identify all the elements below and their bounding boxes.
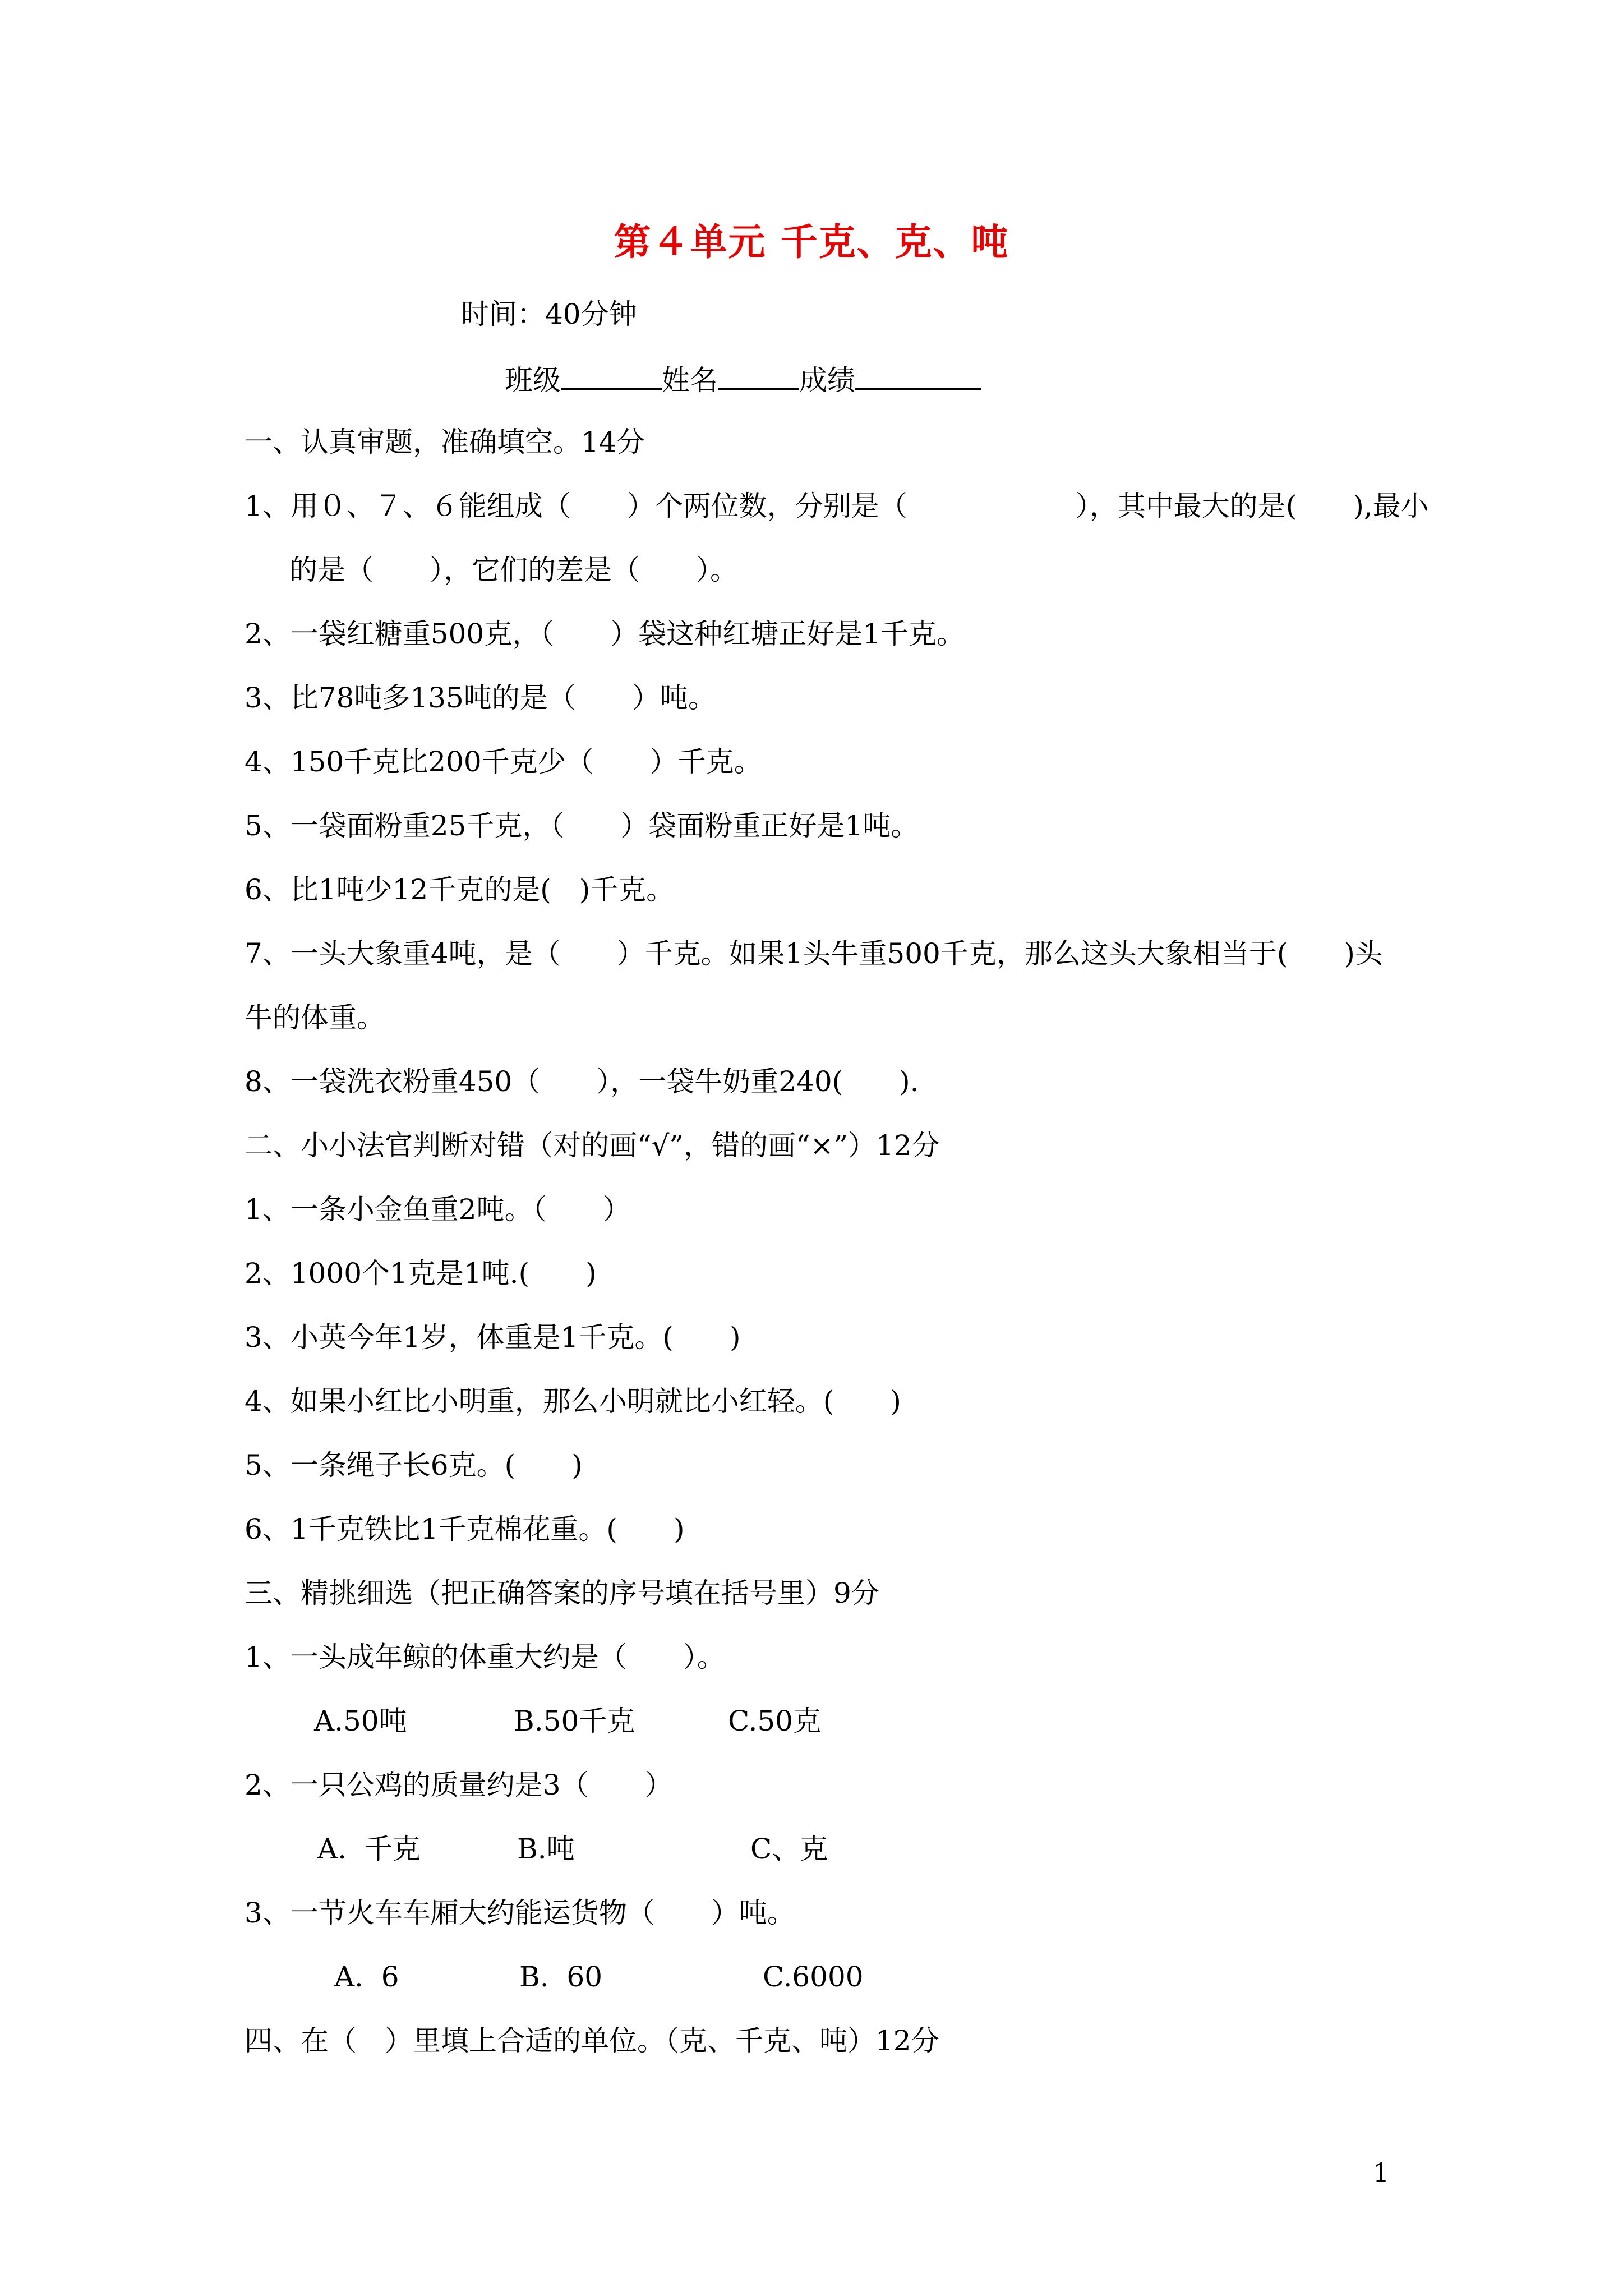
name-blank bbox=[718, 361, 799, 390]
s2-question-2: 2、1000个1克是1吨.( ) bbox=[245, 1257, 597, 1290]
section3-heading: 三、精挑细选（把正确答案的序号填在括号里）9分 bbox=[245, 1577, 879, 1609]
s1-question-1: 1、用０、７、６能组成（ ）个两位数，分别是（ ），其中最大的是( ),最小 bbox=[245, 490, 1429, 522]
s1-question-3: 3、比78吨多135吨的是（ ）吨。 bbox=[245, 682, 716, 714]
score-label: 成绩 bbox=[799, 364, 855, 397]
s3-question-1: 1、一头成年鲸的体重大约是（ ）。 bbox=[245, 1641, 725, 1673]
page-title: 第４单元 千克、克、吨 bbox=[614, 220, 1009, 264]
section1-heading: 一、认真审题，准确填空。14分 bbox=[245, 426, 645, 458]
s2-question-6: 6、1千克铁比1千克棉花重。( ) bbox=[245, 1513, 685, 1545]
class-label: 班级 bbox=[505, 364, 561, 397]
student-info-line bbox=[505, 361, 981, 397]
s3-question-3: 3、一节火车车厢大约能运货物（ ）吨。 bbox=[245, 1897, 795, 1929]
s1-question-6: 6、比1吨少12千克的是( )千克。 bbox=[245, 873, 675, 906]
s1-question-1-cont: 的是（ ），它们的差是（ ）。 bbox=[289, 554, 738, 586]
s1-question-8: 8、一袋洗衣粉重450（ ），一袋牛奶重240( ). bbox=[245, 1065, 919, 1098]
s1-question-7: 7、一头大象重4吨，是（ ）千克。如果1头牛重500千克，那么这头大象相当于( )头 bbox=[245, 937, 1383, 970]
s3-q1-option-b: B.50千克 bbox=[514, 1705, 635, 1737]
s2-question-1: 1、一条小金鱼重2吨。（ ） bbox=[245, 1193, 631, 1226]
s1-question-7-cont: 牛的体重。 bbox=[245, 1001, 385, 1034]
s2-question-5: 5、一条绳子长6克。( ) bbox=[245, 1449, 583, 1481]
s3-q3-option-a: A. 6 bbox=[334, 1961, 399, 1993]
s1-question-5: 5、一袋面粉重25千克，（ ）袋面粉重正好是1吨。 bbox=[245, 809, 919, 842]
time-line: 时间：40分钟 bbox=[461, 298, 637, 330]
s3-q3-option-b: B. 60 bbox=[519, 1961, 603, 1993]
s3-q2-option-c: C、克 bbox=[750, 1833, 828, 1865]
s3-q1-option-a: A.50吨 bbox=[314, 1705, 407, 1737]
s1-question-4: 4、150千克比200千克少（ ）千克。 bbox=[245, 746, 762, 778]
class-blank bbox=[561, 361, 662, 390]
s2-question-3: 3、小英今年1岁，体重是1千克。( ) bbox=[245, 1321, 741, 1354]
section4-heading: 四、在（ ）里填上合适的单位。（克、千克、吨）12分 bbox=[245, 2024, 939, 2057]
score-blank bbox=[855, 361, 981, 390]
section2-heading: 二、小小法官判断对错（对的画“√”，错的画“×”）12分 bbox=[245, 1129, 940, 1162]
name-label: 姓名 bbox=[662, 364, 718, 397]
page-number: 1 bbox=[1373, 2157, 1390, 2188]
s2-question-4: 4、如果小红比小明重，那么小明就比小红轻。( ) bbox=[245, 1385, 901, 1418]
s3-q2-option-a: A. 千克 bbox=[317, 1833, 421, 1865]
s3-q3-option-c: C.6000 bbox=[763, 1961, 864, 1993]
s3-question-2: 2、一只公鸡的质量约是3（ ） bbox=[245, 1769, 673, 1801]
s3-q2-option-b: B.吨 bbox=[517, 1833, 575, 1865]
s1-question-2: 2、一袋红糖重500克，（ ）袋这种红塘正好是1千克。 bbox=[245, 618, 965, 650]
s3-q1-option-c: C.50克 bbox=[728, 1705, 821, 1737]
